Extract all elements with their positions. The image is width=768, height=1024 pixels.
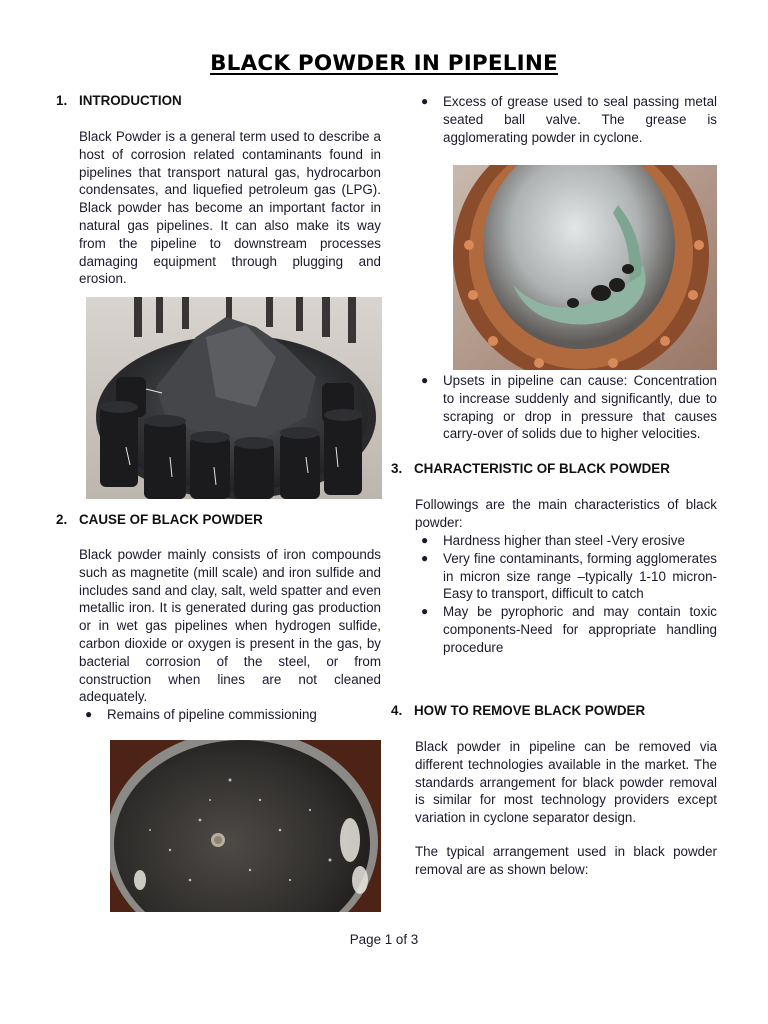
section-heading-introduction	[56, 92, 182, 110]
filter-cartridges-photo	[86, 297, 382, 499]
section-number: 2.	[56, 512, 68, 527]
remove-paragraph-1	[415, 738, 717, 827]
section-number: 3.	[391, 461, 403, 476]
list-item	[415, 532, 717, 550]
remove-text-1: Black powder in pipeline can be removed via different technologies available in the market. The standards arrangement for black powder removal is similar for most technology providers except variation in cyclone separator design.	[415, 739, 717, 826]
characteristic-text: Followings are the main characteristics of black powder:	[415, 497, 717, 530]
section-number: 4.	[391, 703, 403, 718]
section-title: CHARACTERISTIC OF BLACK POWDER	[414, 461, 670, 476]
cause-paragraph	[79, 546, 381, 706]
list-item-text: Hardness higher than steel -Very erosive	[443, 533, 685, 548]
section-heading-characteristic	[391, 460, 670, 478]
list-item	[415, 372, 717, 443]
bullet-icon: ●	[421, 604, 429, 619]
page-number: Page 1 of 3	[349, 932, 419, 947]
list-item	[79, 706, 381, 724]
remove-text-2: The typical arrangement used in black powder removal are as shown below:	[415, 844, 717, 877]
bullet-icon: ●	[421, 94, 429, 108]
cause-bullet-list-3	[415, 372, 717, 443]
list-item-text: Upsets in pipeline can cause: Concentration to increase suddenly and significantly, due to scraping or drop in pressure that causes carry-over of solids due to higher velocities.	[443, 373, 717, 442]
section-title: CAUSE OF BLACK POWDER	[79, 512, 263, 527]
list-item-text: Remains of pipeline commissioning	[107, 707, 317, 722]
valve-grease-photo	[453, 165, 717, 370]
section-heading-cause	[56, 511, 263, 529]
powder-dish-image	[110, 740, 381, 912]
bullet-icon: ●	[421, 550, 429, 565]
valve-grease-image	[453, 165, 717, 370]
list-item-text: Excess of grease used to seal passing metal seated ball valve. The grease is agglomerating powder in cyclone.	[443, 94, 717, 145]
cause-bullet-list-1	[79, 706, 381, 724]
bullet-icon: ●	[421, 373, 429, 387]
intro-text: Black Powder is a general term used to describe a host of corrosion related contaminants found in pipelines that transport natural gas, hydrocarbon condensates, and liquefied petroleum gas (LPG). Black powder has become an important factor in natural gas pipelines. It can also make its way from the pipeline to downstream processes damaging equipment through plugging and erosion.	[79, 129, 381, 287]
bullet-icon: ●	[421, 533, 429, 547]
list-item	[415, 603, 717, 656]
section-heading-remove	[391, 702, 645, 720]
page-title: BLACK POWDER IN PIPELINE	[210, 51, 558, 76]
list-item	[415, 93, 717, 146]
cause-bullet-list-2	[415, 93, 717, 146]
list-item-text: May be pyrophoric and may contain toxic components-Need for appropriate handling procedure	[443, 604, 717, 655]
section-number: 1.	[56, 93, 68, 108]
section-title: HOW TO REMOVE BLACK POWDER	[414, 703, 646, 718]
characteristic-paragraph	[415, 496, 717, 532]
remove-paragraph-2	[415, 843, 717, 879]
intro-paragraph	[79, 128, 381, 288]
list-item-text: Very fine contaminants, forming agglomerates in micron size range –typically 1-10 micron-Easy to transport, difficult to catch	[443, 550, 717, 602]
powder-dish-photo	[110, 740, 381, 912]
bullet-icon: ●	[85, 707, 93, 721]
characteristic-bullet-list	[415, 532, 717, 657]
section-title: INTRODUCTION	[79, 93, 182, 108]
list-item	[415, 550, 717, 603]
cause-text: Black powder mainly consists of iron compounds such as magnetite (mill scale) and iron sulfide and includes sand and clay, salt, weld spatter and even metallic iron. It is generated during gas production or in wet gas pipelines when hydrogen sulfide, carbon dioxide or oxygen is present in the gas, by bacterial corrosion of the steel, or from construction when lines are not cleaned adequately.	[79, 547, 381, 705]
filter-cartridges-image	[86, 297, 382, 499]
